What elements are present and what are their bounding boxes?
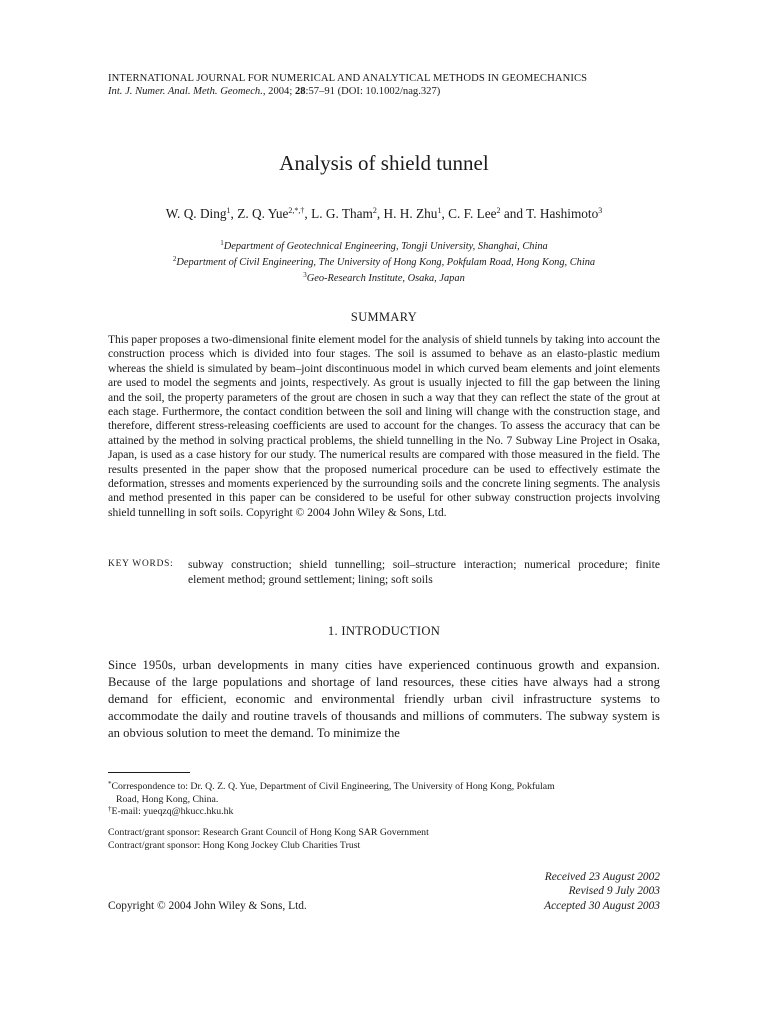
- affiliation-mark: 3: [303, 271, 307, 279]
- author-affiliation-mark: 3: [598, 206, 603, 215]
- correspondence-line: Correspondence to: Dr. Q. Z. Q. Yue, Department of Civil Engineering, The University of Hong Kong, Pokfulam: [111, 781, 555, 792]
- affiliation: [0, 271, 768, 287]
- author: [311, 206, 383, 221]
- author-affiliation-mark: 1: [437, 206, 442, 215]
- footnote-mark: *: [108, 780, 112, 788]
- email-footnote: [108, 806, 660, 819]
- journal-citation: [108, 85, 668, 98]
- citation-journal: Int. J. Numer. Anal. Meth. Geomech.: [108, 86, 263, 97]
- author-affiliation-mark: 1: [226, 206, 231, 215]
- author: [237, 206, 311, 221]
- author-affiliation-mark: 2,*,†: [288, 206, 305, 215]
- author-name: Z. Q. Yue: [237, 206, 289, 221]
- summary-abstract: This paper proposes a two-dimensional finite element model for the analysis of shield tunnels by taking into account the construction process which is divided into four stages. The soil is assumed to behave as an elasto-plastic medium whereas the shield is simulated by beam–joint discontinuous model in which curved beam elements and joint elements are used to model the segments and joints, respectively. As grout is usually injected to fill the gap between the lining and the soil, the property parameters of the grout are chosen in such a way that they can reflect the state of the grout at each stage. Furthermore, the contact condition between the soil and lining will change with the construction stage, and therefore, different stress-releasing coefficients are used to account for the changes. To assess the accuracy that can be attained by the method in solving practical problems, the shield tunnelling in the No. 7 Subway Line Project in Osaka, Japan, is used as a case history for our study. The numerical results are compared with those measured in the field. The results presented in the paper show that the proposed numerical procedure can be used to effectively estimate the deformation, stresses and moments experienced by the surrounding soils and the concrete lining segments. The analysis and method presented in this paper can be considered to be useful for other subway construction projects involving shield tunnelling in soft soils. Copyright © 2004 John Wiley & Sons, Ltd.: [108, 333, 660, 519]
- keywords-label: KEY WORDS:: [108, 559, 174, 569]
- author-separator: ,: [304, 206, 312, 221]
- revised-date: Revised 9 July 2003: [568, 885, 660, 898]
- affiliation-text: Department of Civil Engineering, The University of Hong Kong, Pokfulam Road, Hong Kong, China: [176, 257, 596, 268]
- affiliation: [0, 255, 768, 271]
- author-affiliation-mark: 2: [496, 206, 501, 215]
- author: [448, 206, 526, 221]
- grant-sponsor: Contract/grant sponsor: Hong Kong Jockey Club Charities Trust: [108, 840, 361, 852]
- citation-year: , 2004;: [262, 86, 295, 97]
- email-text: E-mail: yueqzq@hkucc.hku.hk: [111, 806, 234, 818]
- journal-header: [108, 72, 668, 98]
- author: [384, 206, 449, 221]
- author-separator: ,: [376, 206, 384, 221]
- affiliation-mark: 2: [172, 255, 177, 263]
- author-list: [0, 205, 768, 223]
- accepted-date: Accepted 30 August 2003: [544, 899, 660, 912]
- affiliation-mark: 1: [220, 239, 224, 247]
- grant-sponsor: Contract/grant sponsor: Research Grant Council of Hong Kong SAR Government: [108, 827, 429, 838]
- manuscript-dates: [420, 870, 660, 913]
- citation-volume: 28: [294, 86, 306, 97]
- paper-title: Analysis of shield tunnel: [279, 151, 489, 175]
- grant-sponsors: [108, 826, 660, 853]
- affiliation-text: Geo-Research Institute, Osaka, Japan: [306, 273, 465, 284]
- footnotes: [108, 781, 660, 819]
- author-name: C. F. Lee: [448, 206, 497, 221]
- author: [526, 206, 602, 221]
- author-name: W. Q. Ding: [165, 206, 227, 221]
- author-name: T. Hashimoto: [526, 206, 599, 221]
- copyright-notice: Copyright © 2004 John Wiley & Sons, Ltd.: [108, 900, 307, 912]
- author-affiliation-mark: 2: [372, 206, 377, 215]
- author: [166, 206, 237, 221]
- citation-pages-doi: :57–91 (DOI: 10.1002/nag.327): [305, 86, 441, 97]
- author-separator: and: [500, 206, 527, 221]
- affiliation-text: Department of Geotechnical Engineering, Tongji University, Shanghai, China: [223, 241, 548, 252]
- section-heading-introduction: 1. INTRODUCTION: [327, 624, 441, 638]
- author-separator: ,: [230, 206, 238, 221]
- summary-heading: SUMMARY: [350, 310, 418, 324]
- affiliation: [0, 239, 768, 255]
- journal-name: INTERNATIONAL JOURNAL FOR NUMERICAL AND ANALYTICAL METHODS IN GEOMECHANICS: [108, 73, 588, 84]
- correspondence-line-continued: Road, Hong Kong, China.: [116, 793, 219, 805]
- author-name: H. H. Zhu: [383, 206, 438, 221]
- correspondence-footnote: [108, 781, 660, 794]
- affiliation-list: [0, 239, 768, 287]
- author-separator: ,: [441, 206, 449, 221]
- keywords-text: subway construction; shield tunnelling; soil–structure interaction; numerical procedure; finite element method; ground settlement; lining; soft soils: [188, 558, 660, 586]
- footnote-mark: †: [108, 805, 112, 814]
- footnote-divider: [108, 772, 190, 773]
- introduction-paragraph: Since 1950s, urban developments in many cities have experienced continuous growth and expansion. Because of the large populations and shortage of land resources, these cities have always had a strong demand for efficient, economic and environmental friendly urban civil infrastructure systems to accommodate the daily and routine travels of thousands and millions of commuters. The subway system is an obvious solution to meet the demand. To minimize the: [108, 658, 660, 740]
- author-name: L. G. Tham: [311, 206, 373, 221]
- received-date: Received 23 August 2002: [544, 871, 660, 883]
